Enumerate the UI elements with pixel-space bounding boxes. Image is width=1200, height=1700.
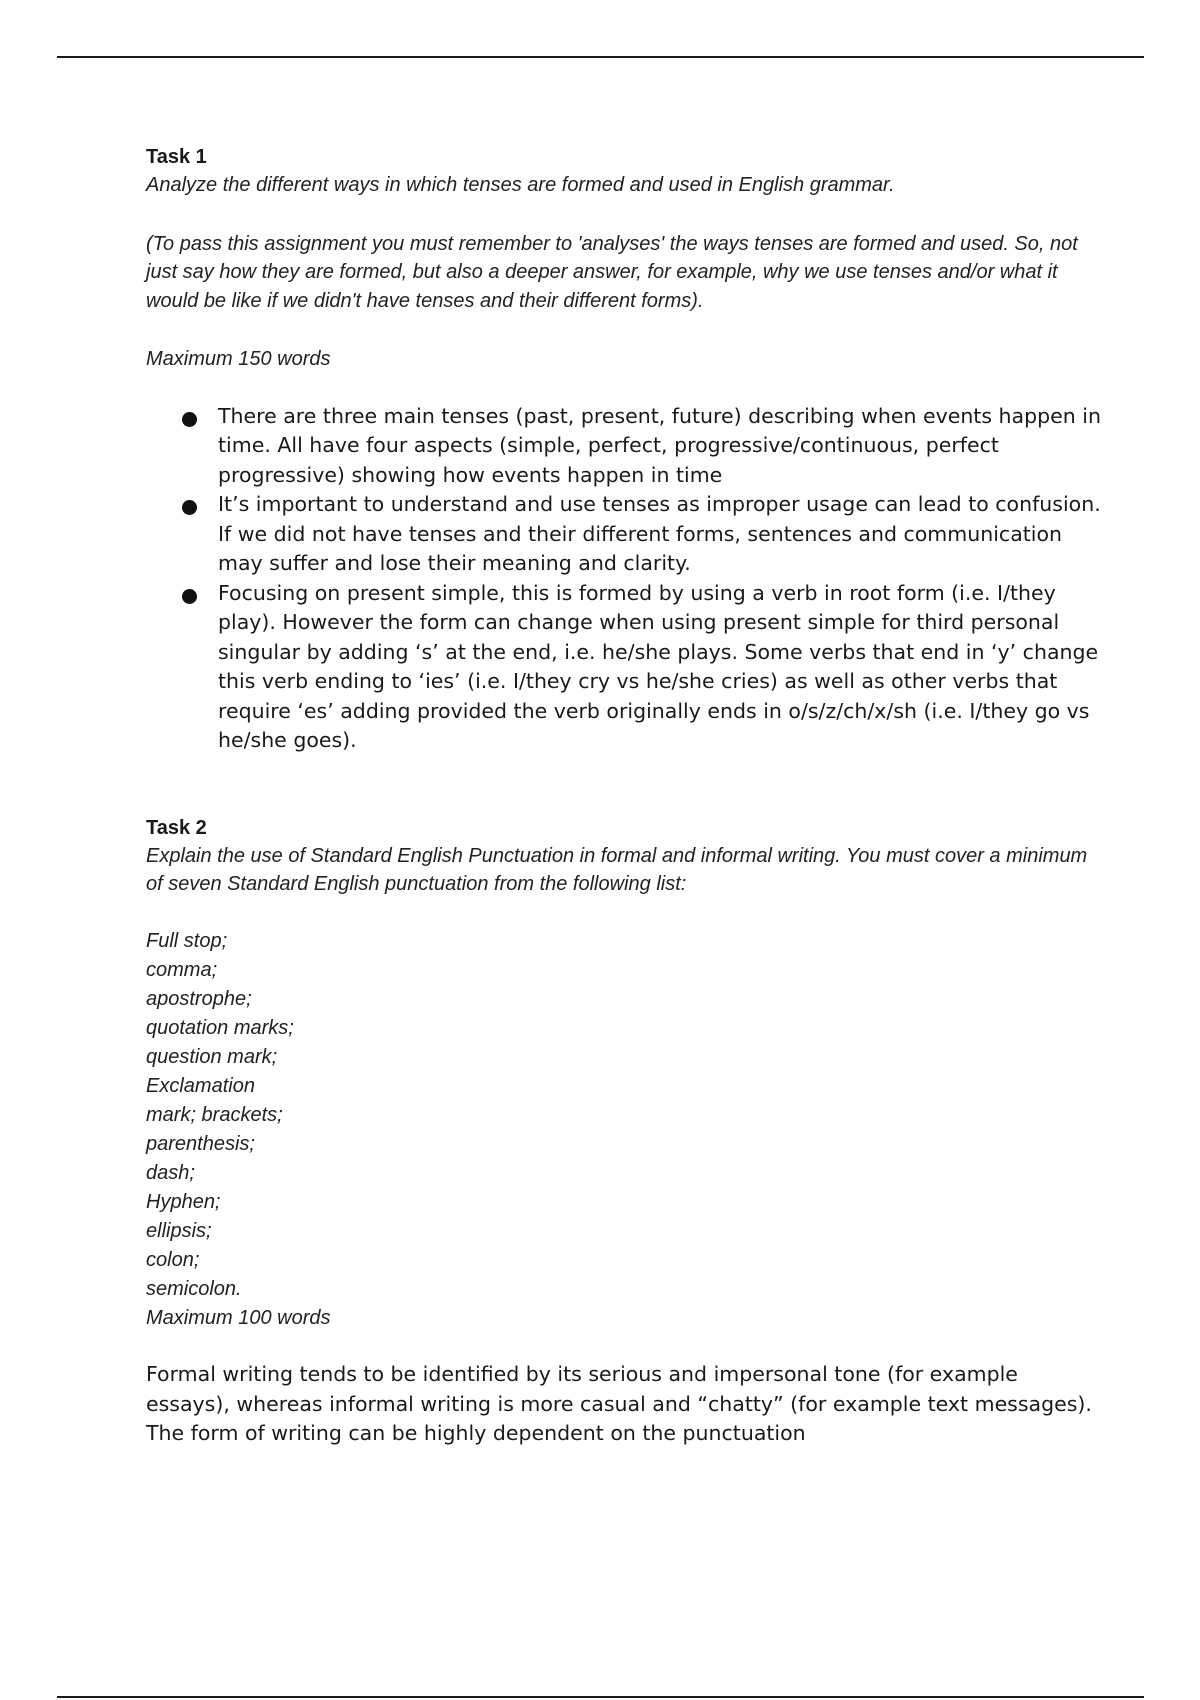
task-1-answer-list [146,402,1106,756]
task-2-answer: Formal writing tends to be identified by its serious and impersonal tone (for example essays), whereas informal writing is more casual and “chatty” (for example text messages). The form of writing can be highly dependent on the punctuation [146,1362,1092,1445]
list-item: quotation marks; [146,1016,294,1039]
task-2-heading: Task 2 [146,816,207,839]
task-2-question: Explain the use of Standard English Punctuation in formal and informal writing. You must cover a minimum of seven Standard English punctuation from the following list: [146,844,1088,895]
task-2-section [146,814,1106,1449]
bullet-icon [182,500,197,515]
list-item: dash; [146,1161,195,1184]
list-item: parenthesis; [146,1132,255,1155]
top-rule [57,56,1144,58]
list-item: comma; [146,958,218,981]
list-item: mark; brackets; [146,1103,283,1126]
list-item [218,402,1106,491]
task-2-word-limit: Maximum 100 words [146,1306,331,1329]
task-1-note: (To pass this assignment you must remember to 'analyses' the ways tenses are formed and used. So, not just say how they are formed, but also a deeper answer, for example, why we use tenses and/or what it would be like if we didn't have tenses and their different forms). [146,232,1078,312]
bottom-rule [57,1696,1144,1698]
list-item: colon; [146,1248,200,1271]
list-item: Full stop; [146,929,228,952]
list-item: ellipsis; [146,1219,212,1242]
task-1-word-limit: Maximum 150 words [146,348,331,370]
punctuation-list [146,927,1106,1304]
document-body [146,143,1106,1449]
list-item-text: It’s important to understand and use tenses as improper usage can lead to confusion. If we did not have tenses and their different forms, sentences and communication may suffer and lose their meaning and clarity. [218,492,1101,575]
list-item: question mark; [146,1045,278,1068]
bullet-icon [182,412,197,427]
list-item: apostrophe; [146,987,252,1010]
list-item [218,579,1106,756]
task-1-section [146,143,1106,756]
list-item-text: There are three main tenses (past, present, future) describing when events happen in time. All have four aspects (simple, perfect, progressive/continuous, perfect progressive) showing how events happen in time [218,403,1101,487]
list-item: Hyphen; [146,1190,221,1213]
bullet-icon [182,589,197,604]
list-item-text: Focusing on present simple, this is formed by using a verb in root form (i.e. I/they play). However the form can change when using present simple for third personal singular by adding ‘s’ at the end, i.e. he/she plays. Some verbs that end in ‘y’ change this verb ending to ‘ies’ (i.e. I/they cry vs he/she cries) as well as other verbs that require ‘es’ adding provided the verb originally ends in o/s/z/ch/x/sh (i.e. I/they go vs he/she goes). [218,580,1099,752]
list-item: semicolon. [146,1277,242,1300]
task-1-question: Analyze the different ways in which tenses are formed and used in English grammar. [146,174,895,196]
list-item [218,490,1106,579]
task-1-heading: Task 1 [146,146,207,168]
list-item: Exclamation [146,1074,255,1097]
